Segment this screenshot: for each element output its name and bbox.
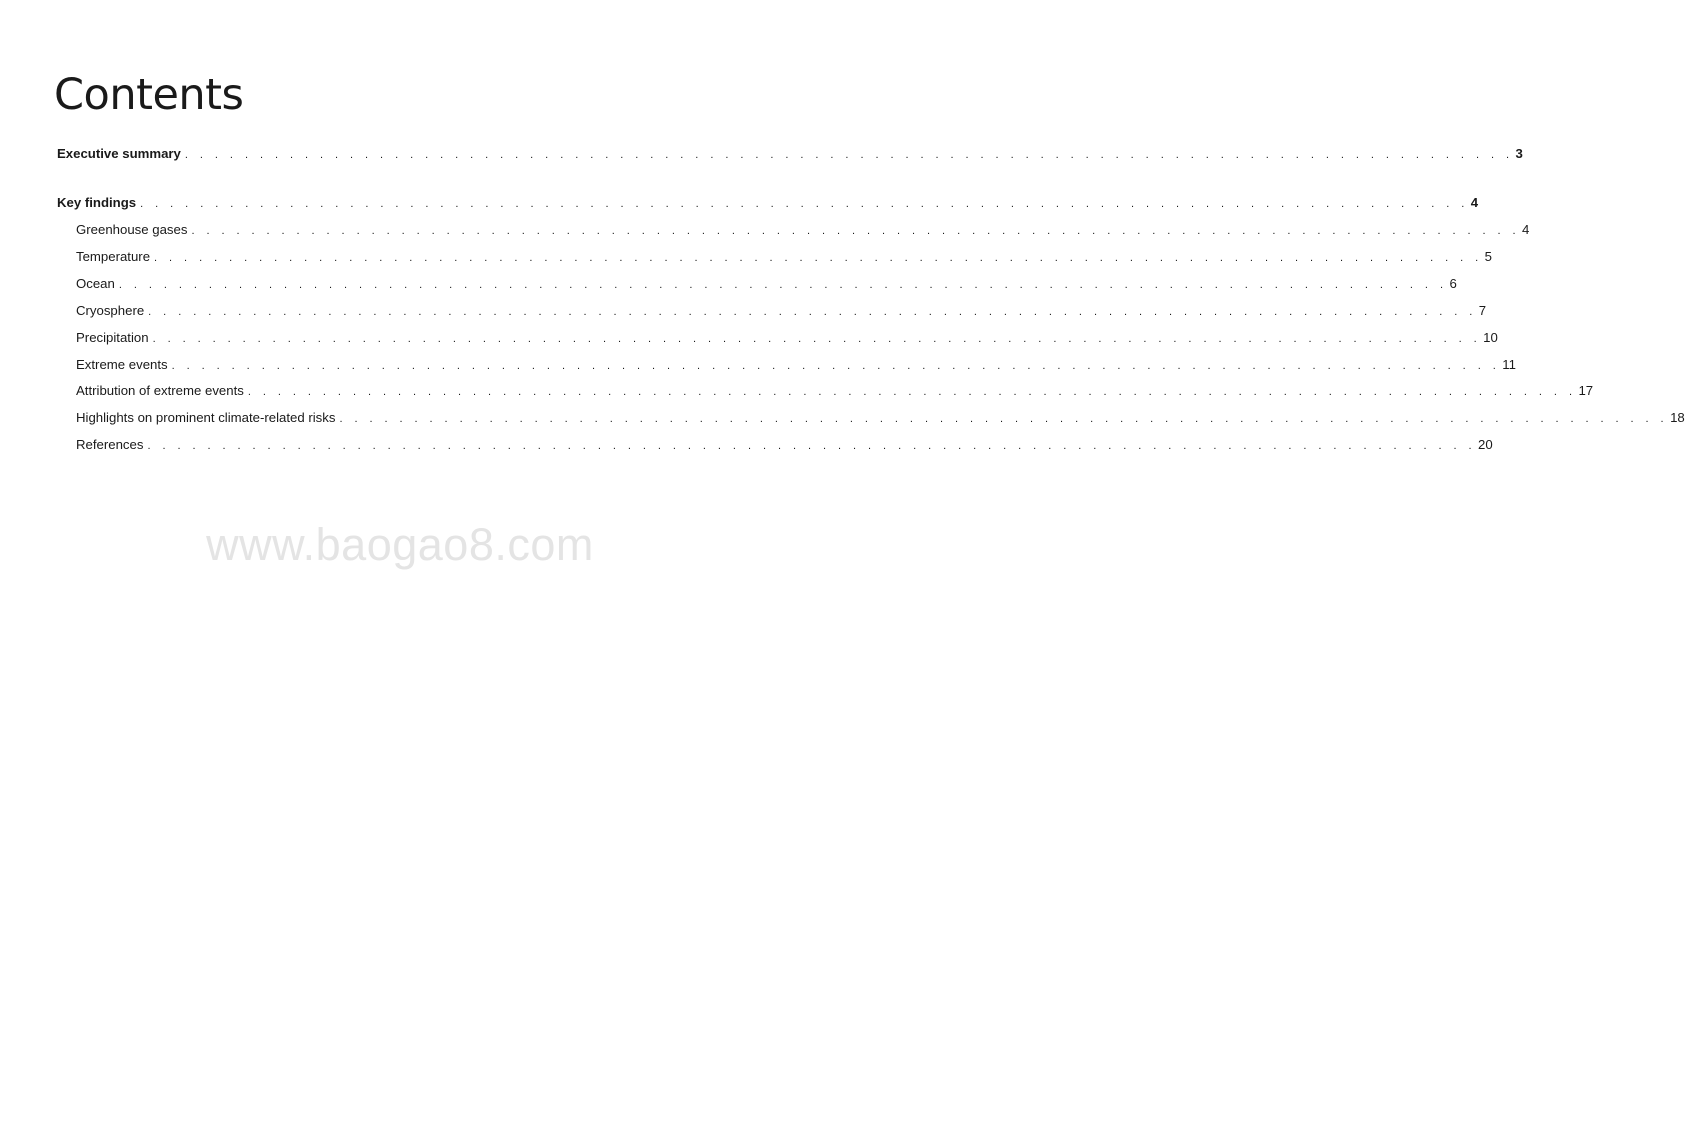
toc-page-number: 11	[1502, 357, 1516, 372]
toc-dot-leader: . . . . . . . . . . . . . . . . . . . . . . . . . . . . . . . . . . . . . . . . . . . . . . . . . . . . . . . . . . . . . . . . . . . . . . . . . . . . . . . . . . . . . . . . .	[171, 360, 1501, 372]
toc-page-number: 4	[1470, 195, 1479, 210]
toc-entry-label: Highlights on prominent climate-related risks	[76, 410, 336, 425]
toc-page-number: 17	[1578, 383, 1594, 398]
toc-dot-leader: . . . . . . . . . . . . . . . . . . . . . . . . . . . . . . . . . . . . . . . . . . . . . . . . . . . . . . . . . . . . . . . . . . . . . . . . . . . . . . . . . . . . . . . . .	[148, 306, 1477, 318]
toc-entry-label: Executive summary	[57, 146, 181, 161]
toc-entry-key-findings[interactable]	[57, 193, 1479, 213]
toc-entry-label: Temperature	[76, 249, 151, 264]
toc-page-number: 7	[1478, 303, 1487, 318]
page-title: Contents	[54, 70, 244, 120]
toc-entry-label: Greenhouse gases	[76, 222, 188, 237]
watermark: www.baogao8.com	[206, 519, 594, 570]
toc-entry-label: Ocean	[76, 276, 115, 291]
toc-entry-temperature[interactable]	[76, 247, 1492, 267]
toc-entry-extreme-events[interactable]	[76, 355, 1516, 375]
toc-dot-leader: . . . . . . . . . . . . . . . . . . . . . . . . . . . . . . . . . . . . . . . . . . . . . . . . . . . . . . . . . . . . . . . . . . . . . . . . . . . . . . . . . . . . . . . . .	[191, 225, 1521, 237]
toc-entry-precipitation[interactable]	[76, 328, 1498, 348]
toc-page-number: 10	[1483, 330, 1498, 345]
toc-page-number: 18	[1670, 410, 1685, 425]
toc-entry-references[interactable]	[76, 435, 1493, 455]
toc-entry-executive-summary[interactable]	[57, 144, 1523, 164]
toc-entry-greenhouse-gases[interactable]	[76, 220, 1530, 240]
toc-entry-label: Cryosphere	[76, 303, 145, 318]
toc-page-number: 5	[1484, 249, 1492, 264]
toc-entry-label: Key findings	[57, 195, 137, 210]
toc-entry-label: Precipitation	[76, 330, 149, 345]
toc-entry-label: Extreme events	[76, 357, 168, 372]
toc-dot-leader: . . . . . . . . . . . . . . . . . . . . . . . . . . . . . . . . . . . . . . . . . . . . . . . . . . . . . . . . . . . . . . . . . . . . . . . . . . . . . . . . . . . . . . . . .	[339, 413, 1669, 425]
toc-dot-leader: . . . . . . . . . . . . . . . . . . . . . . . . . . . . . . . . . . . . . . . . . . . . . . . . . . . . . . . . . . . . . . . . . . . . . . . . . . . . . . . . . . . . . . . . .	[154, 252, 1483, 264]
toc-entry-label: Attribution of extreme events	[76, 383, 244, 398]
toc-entry-highlights[interactable]	[76, 408, 1685, 428]
toc-page-number: 3	[1515, 146, 1523, 161]
toc-dot-leader: . . . . . . . . . . . . . . . . . . . . . . . . . . . . . . . . . . . . . . . . . . . . . . . . . . . . . . . . . . . . . . . . . . . . . . . . . . . . . . . . . . . . . . . . .	[184, 149, 1514, 161]
toc-entry-attribution[interactable]	[76, 381, 1594, 401]
toc-entry-cryosphere[interactable]	[76, 301, 1487, 321]
toc-page-number: 4	[1522, 222, 1530, 237]
toc-entry-ocean[interactable]	[76, 274, 1457, 294]
toc-dot-leader: . . . . . . . . . . . . . . . . . . . . . . . . . . . . . . . . . . . . . . . . . . . . . . . . . . . . . . . . . . . . . . . . . . . . . . . . . . . . . . . . . . . . . . . . .	[152, 333, 1482, 345]
toc-dot-leader: . . . . . . . . . . . . . . . . . . . . . . . . . . . . . . . . . . . . . . . . . . . . . . . . . . . . . . . . . . . . . . . . . . . . . . . . . . . . . . . . . . . . . . . . .	[118, 279, 1448, 291]
toc-entry-label: References	[76, 437, 144, 452]
toc-dot-leader: . . . . . . . . . . . . . . . . . . . . . . . . . . . . . . . . . . . . . . . . . . . . . . . . . . . . . . . . . . . . . . . . . . . . . . . . . . . . . . . . . . . . . . . . .	[147, 440, 1477, 452]
toc-page-number: 6	[1449, 276, 1457, 291]
toc-dot-leader: . . . . . . . . . . . . . . . . . . . . . . . . . . . . . . . . . . . . . . . . . . . . . . . . . . . . . . . . . . . . . . . . . . . . . . . . . . . . . . . . . . . . . . . . .	[247, 386, 1577, 398]
toc-dot-leader: . . . . . . . . . . . . . . . . . . . . . . . . . . . . . . . . . . . . . . . . . . . . . . . . . . . . . . . . . . . . . . . . . . . . . . . . . . . . . . . . . . . . . . . . .	[140, 198, 1469, 210]
toc-page-number: 20	[1478, 437, 1493, 452]
